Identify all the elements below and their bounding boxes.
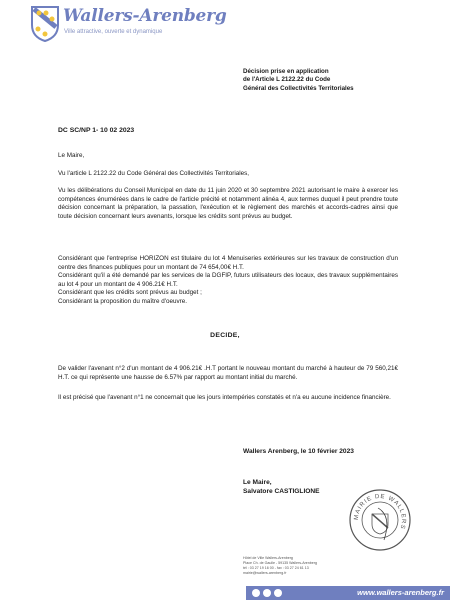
consideration-item: Considérant qu'il a été demandé par les services de la DGFIP, futurs utilisateurs des locaux, des travaux supplémentaires au lot 4 pour un montant de 4 906.21€ H.T. [58,272,398,288]
place-and-date: Wallers Arenberg, le 10 février 2023 [243,448,354,455]
instagram-icon[interactable] [274,589,282,597]
social-icons [252,589,282,597]
decision-heading: DECIDE, [210,332,240,339]
coat-of-arms-icon [30,5,60,43]
footer-contact-line: mairie@wallers-arenberg.fr [243,571,287,575]
footer-bar [246,586,450,600]
decision-reference: DC SC/NP 1- 10 02 2023 [58,127,135,134]
deliberations-paragraph: Vu les délibérations du Conseil Municipal en date du 11 juin 2020 et 30 septembre 2021 autorisant le maire à exercer les compétences énumérées dans le cadre de l'article précité et notamment alinéa 4, aux termes duquel il peut prendre toute décision concernant la préparation, la passation, l'exécution et le règlement des marchés et accords-cadres ainsi que toute décision concernant leurs avenants, lorsque les crédits sont prévus au budget. [58,187,398,220]
consideration-item: Considérant que les crédits sont prévus au budget ; [58,289,202,297]
twitter-icon[interactable] [263,589,271,597]
official-stamp [348,488,412,552]
decision-article-2: Il est précisé que l'avenant n°1 ne concernait que les jours intempéries constatés et n'a eu aucune incidence financière. [58,394,391,401]
consideration-item: Considérant que l'entreprise HORIZON est titulaire du lot 4 Menuiseries extérieures sur les travaux de construction d'un centre des finances publiques pour un montant de 74 654,00€ H.T. [58,255,398,271]
footer-contact [243,556,317,576]
legal-basis-paragraph: Vu l'article L 2122.22 du Code Général des Collectivités Territoriales, [58,170,250,177]
logo-tagline: Ville attractive, ouverte et dynamique [64,29,163,35]
facebook-icon[interactable] [252,589,260,597]
stamp-text: MAIRIE DE WALLERS [353,493,407,531]
logo [30,5,230,45]
legal-header [243,68,443,93]
consideration-item: Considérant la proposition du maître d'oeuvre. [58,297,187,305]
legal-header-line: Décision prise en application [243,68,329,75]
legal-header-line: Général des Collectivités Territoriales [243,84,354,92]
salutation: Le Maire, [58,152,85,159]
decision-article-1: De valider l'avenant n°2 d'un montant de 4 906.21€ .H.T portant le nouveau montant du marché à hauteur de 79 560,21€ H.T. ce qui représente une hausse de 6.57% par rapport au montant initial du marché. [58,365,398,381]
signatory-title: Le Maire, [243,479,272,486]
logo-name: Wallers-Arenberg [63,6,227,26]
footer-contact-line: Place Ch. de Gaulle - 59135 Wallers-Arenberg [243,561,317,565]
website-link[interactable]: www.wallers-arenberg.fr [357,588,444,597]
footer-contact-line: tél : 03 27 19 16 00 - fax : 03 27 24 61 13 [243,566,309,570]
signatory-name: Salvatore CASTIGLIONE [243,488,320,495]
legal-header-line: de l'Article L 2122.22 du Code [243,76,331,84]
signature-block [243,478,320,496]
footer-contact-line: Hôtel de Ville Wallers-Arenberg [243,556,293,560]
considerations-block [58,255,398,307]
svg-text:MAIRIE DE WALLERS [354,494,406,530]
